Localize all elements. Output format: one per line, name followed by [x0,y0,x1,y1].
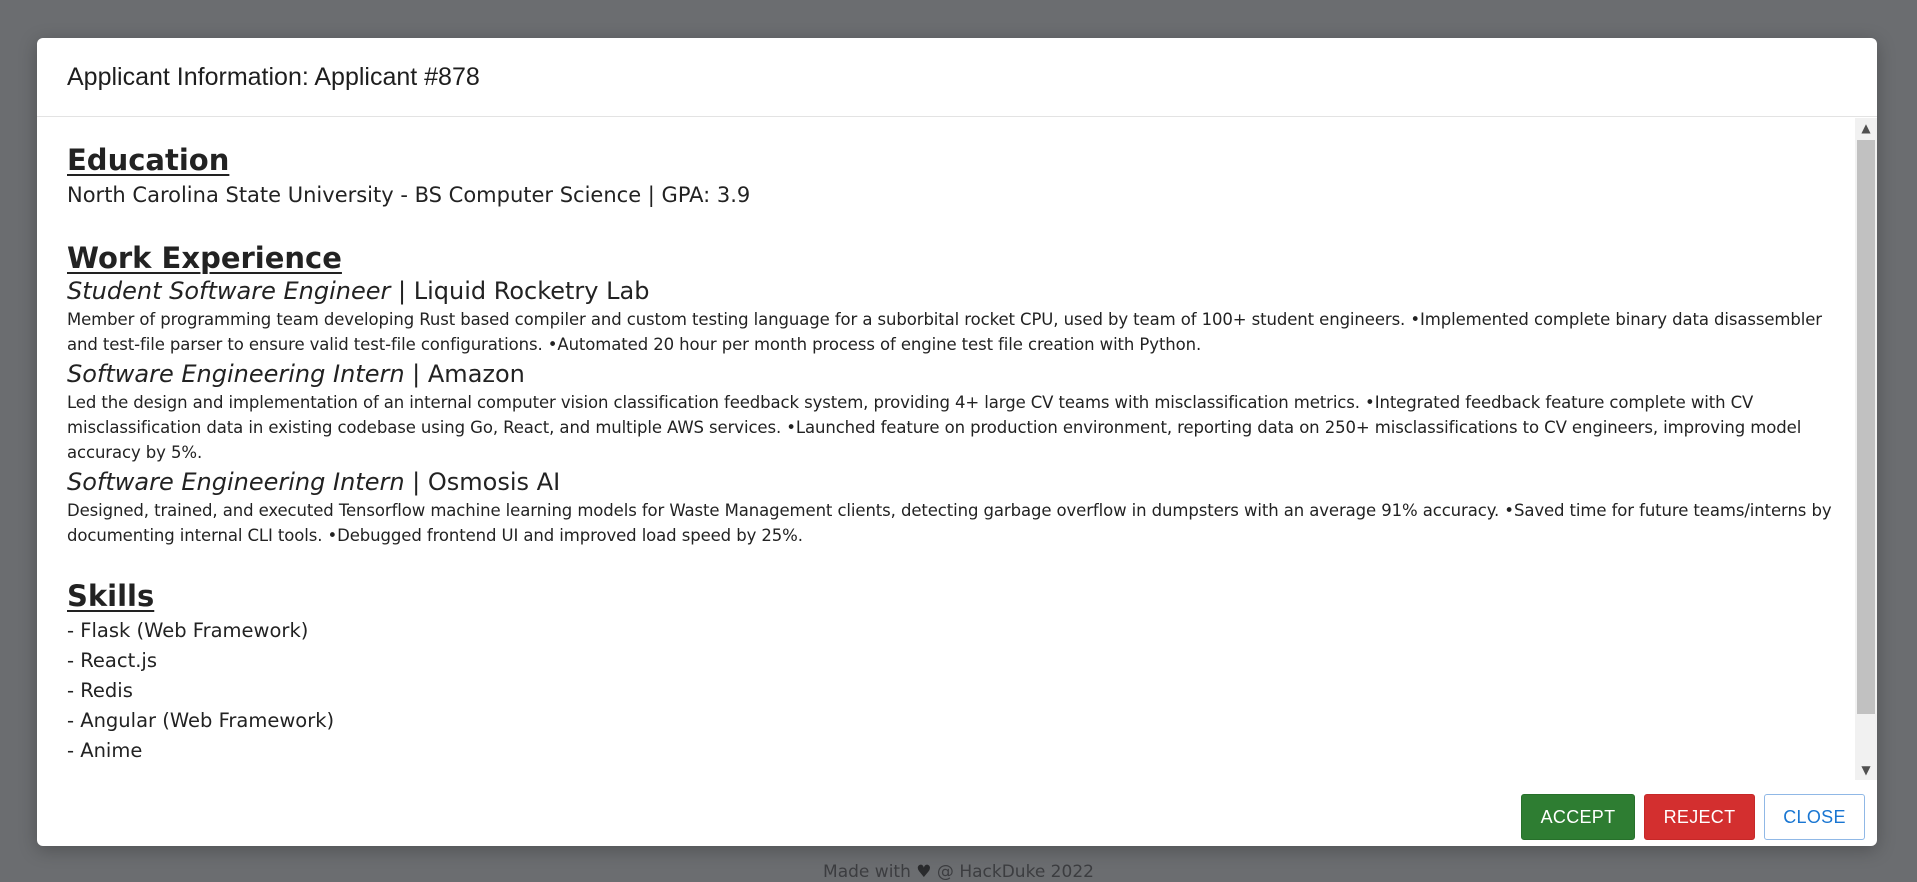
heart-icon: ♥ [916,862,932,882]
job-entry [67,276,1833,357]
job-description: Led the design and implementation of an internal computer vision classification feedback system, providing 4+ large CV teams with misclassification metrics. •Integrated feedback feature complete with CV misclassification data in existing codebase using Go, React, and multiple AWS services. •Launched feature on production environment, reporting data on 250+ misclassifications to CV engineers, improving model accuracy by 5%. [67,393,1802,462]
job-title: Student Software Engineer [67,277,391,305]
job-entry [67,359,1833,465]
skill-item: - Anime [67,739,143,762]
job-description: Member of programming team developing Rust based compiler and custom testing language for a suborbital rocket CPU, used by team of 100+ student engineers. •Implemented complete binary data disassembler and test-file parser to ensure valid test-file configurations. •Automated 20 hour per month process of engine test file creation with Python. [67,310,1822,354]
job-heading [67,359,1833,390]
scroll-thumb[interactable] [1857,140,1875,714]
job-heading [67,276,1833,307]
job-company: | Liquid Rocketry Lab [390,277,650,305]
close-button[interactable]: CLOSE [1764,794,1865,840]
skill-item: - Redis [67,679,133,702]
modal-header [37,38,1877,117]
education-heading: Education [67,143,230,177]
footer-suffix: @ HackDuke 2022 [931,862,1094,882]
reject-button[interactable]: REJECT [1644,794,1755,840]
page-footer [0,862,1917,882]
job-title: Software Engineering Intern [67,468,405,496]
skill-item: - Angular (Web Framework) [67,709,335,732]
skills-heading: Skills [67,579,155,613]
job-description: Designed, trained, and executed Tensorflow machine learning models for Waste Management clients, detecting garbage overflow in dumpsters with an average 91% accuracy. •Saved time for future teams/interns by documenting internal CLI tools. •Debugged frontend UI and improved load speed by 25%. [67,501,1832,545]
job-company: | Osmosis AI [404,468,561,496]
skill-item: - Flask (Web Framework) [67,619,309,642]
scroll-up-arrow-icon[interactable]: ▲ [1861,121,1871,135]
job-entry [67,467,1833,548]
job-heading [67,467,1833,498]
scroll-down-arrow-icon[interactable]: ▼ [1861,763,1871,777]
modal-scrollbar[interactable] [1855,118,1877,780]
modal-body [37,118,1855,780]
applicant-modal [37,38,1877,846]
modal-actions [37,780,1877,846]
skills-list [67,616,1833,766]
footer-prefix: Made with [823,862,917,882]
modal-title: Applicant Information: Applicant #878 [67,63,480,91]
education-line: North Carolina State University - BS Computer Science | GPA: 3.9 [67,183,751,207]
work-experience-heading: Work Experience [67,241,342,275]
accept-button[interactable]: ACCEPT [1521,794,1635,840]
job-company: | Amazon [404,360,525,388]
skill-item: - React.js [67,649,157,672]
job-title: Software Engineering Intern [67,360,405,388]
